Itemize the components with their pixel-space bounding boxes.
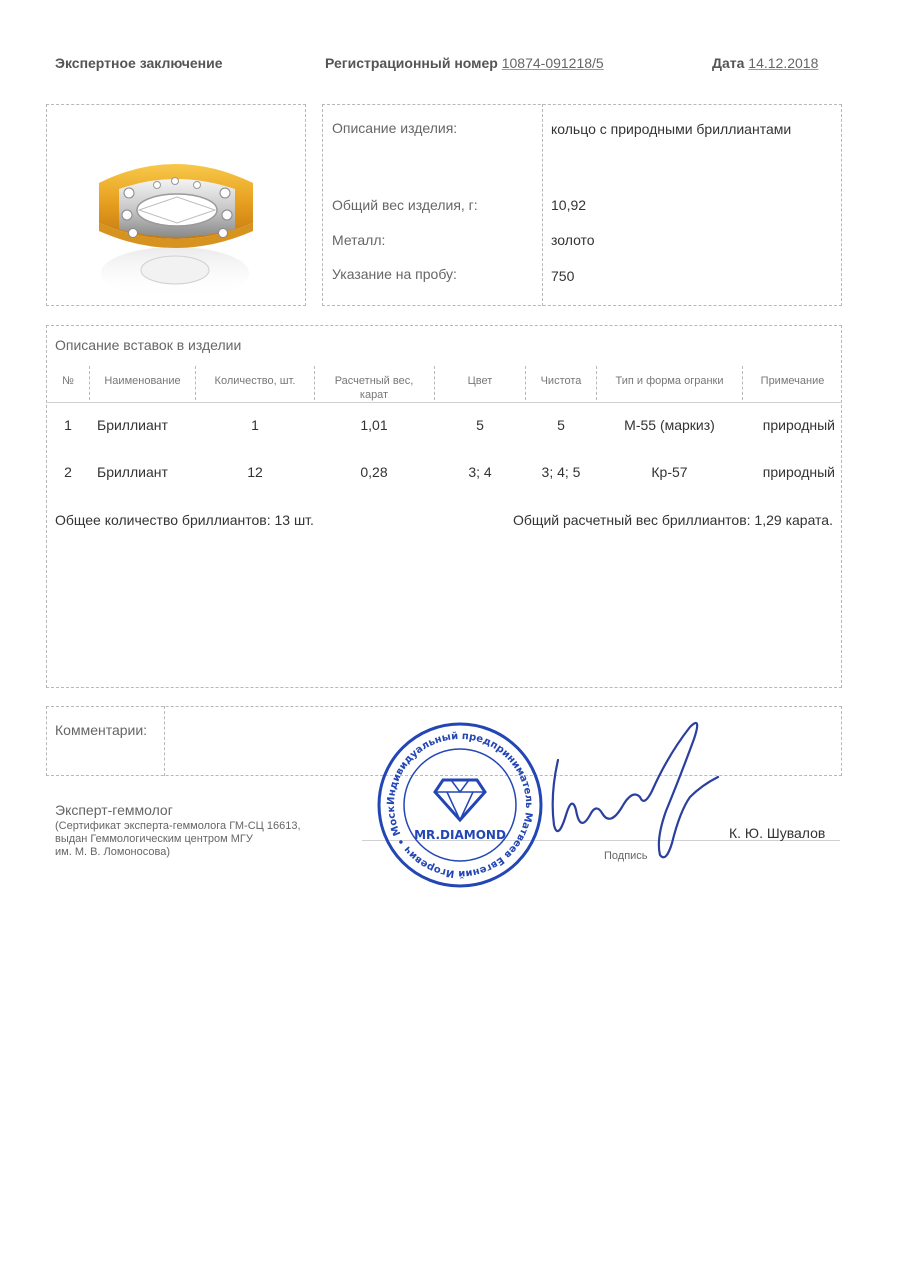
- table-cell: Бриллиант: [97, 464, 168, 480]
- metal-label: Металл:: [332, 232, 386, 248]
- col-header-number: №: [62, 375, 74, 387]
- table-cell: 1,01: [360, 417, 388, 433]
- assay-label: Указание на пробу:: [332, 266, 457, 282]
- weight-value: 10,92: [551, 197, 587, 213]
- inserts-header-rule: [46, 402, 842, 403]
- table-cell: 12: [247, 464, 263, 480]
- table-cell: 5: [557, 417, 565, 433]
- stamp-seal: [375, 720, 545, 890]
- col-header-weight: Расчетный вес, карат: [334, 375, 414, 401]
- stamp-ring-text: Индивидуальный предприниматель Матвеев Евгений Игоревич • Моск: [385, 730, 535, 880]
- table-cell: 3; 4: [468, 464, 492, 480]
- metal-value: золото: [551, 232, 595, 248]
- expert-university: им. М. В. Ломоносова): [55, 846, 170, 858]
- col-header-name: Наименование: [104, 375, 181, 387]
- item-description-divider: [542, 104, 543, 306]
- col-header-note: Примечание: [760, 375, 825, 387]
- signature-label: Подпись: [604, 850, 648, 862]
- comments-divider: [164, 706, 165, 776]
- stamp-graphic: [375, 720, 545, 890]
- total-count: Общее количество бриллиантов: 13 шт.: [55, 512, 314, 528]
- expert-title: Эксперт-геммолог: [55, 802, 173, 818]
- col-header-clarity: Чистота: [540, 375, 582, 387]
- expert-name: К. Ю. Шувалов: [729, 825, 826, 841]
- description-value: кольцо с природными бриллиантами: [551, 121, 792, 137]
- col-header-cut: Тип и форма огранки: [615, 375, 724, 387]
- weight-label: Общий вес изделия, г:: [332, 197, 478, 213]
- ring-photo: [47, 105, 305, 305]
- table-cell: 0,28: [360, 464, 388, 480]
- table-cell: Кр-57: [651, 464, 688, 480]
- inserts-title: Описание вставок в изделии: [55, 337, 242, 353]
- comments-label: Комментарии:: [55, 722, 148, 738]
- document-title: Экспертное заключение: [55, 55, 223, 71]
- table-cell: 3; 4; 5: [541, 464, 581, 480]
- document-date: [712, 55, 818, 71]
- table-cell: 1: [64, 417, 72, 433]
- signature: [540, 715, 730, 865]
- registration-number: [325, 55, 604, 71]
- table-cell: 2: [64, 464, 72, 480]
- table-cell: М-55 (маркиз): [624, 417, 715, 433]
- table-cell: природный: [762, 464, 835, 480]
- registration-label: Регистрационный номер: [325, 55, 498, 71]
- registration-value: 10874-091218/5: [501, 55, 604, 71]
- table-cell: природный: [762, 417, 835, 433]
- stamp-brand: MR.DIAMOND: [414, 828, 506, 842]
- total-weight: Общий расчетный вес бриллиантов: 1,29 карата.: [513, 512, 833, 528]
- date-value: 14.12.2018: [748, 55, 819, 71]
- col-header-quantity: Количество, шт.: [214, 375, 296, 387]
- table-cell: Бриллиант: [97, 417, 168, 433]
- product-photo-box: [46, 104, 306, 306]
- assay-value: 750: [551, 268, 575, 284]
- expert-certificate: (Сертификат эксперта-геммолога ГМ-СЦ 16613,: [55, 820, 301, 832]
- table-cell: 5: [476, 417, 484, 433]
- expert-issued: выдан Геммологическим центром МГУ: [55, 833, 253, 845]
- col-header-color: Цвет: [467, 375, 493, 387]
- description-label: Описание изделия:: [332, 120, 458, 136]
- table-cell: 1: [251, 417, 259, 433]
- date-label: Дата: [712, 55, 745, 71]
- col-sep: [314, 366, 315, 400]
